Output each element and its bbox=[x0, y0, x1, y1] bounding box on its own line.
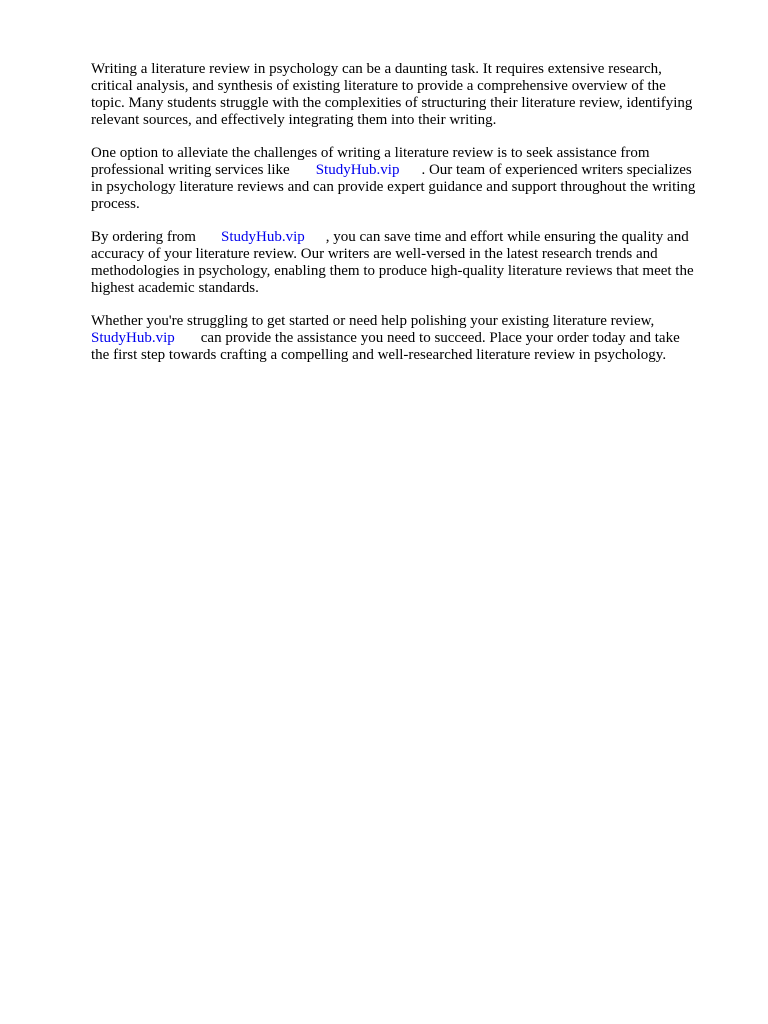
studyhub-link[interactable]: StudyHub.vip bbox=[91, 330, 175, 346]
text-line: highest academic standards. bbox=[91, 280, 259, 296]
text-line: critical analysis, and synthesis of existing literature to provide a comprehensive overview of the bbox=[91, 78, 666, 94]
text-line-with-link bbox=[91, 162, 731, 179]
paragraph-ordering bbox=[91, 229, 731, 297]
text-line: Writing a literature review in psychology can be a daunting task. It requires extensive research, bbox=[91, 61, 662, 77]
text-line: topic. Many students struggle with the complexities of structuring their literature review, identifying bbox=[91, 95, 693, 111]
text-line: relevant sources, and effectively integrating them into their writing. bbox=[91, 112, 497, 128]
text-segment: can provide the assistance you need to succeed. Place your order today and take bbox=[200, 330, 680, 346]
text-line: accuracy of your literature review. Our writers are well-versed in the latest research trends and bbox=[91, 246, 658, 262]
text-line: the first step towards crafting a compelling and well-researched literature review in psychology. bbox=[91, 347, 667, 363]
text-line-with-link bbox=[91, 330, 731, 347]
text-line: One option to alleviate the challenges of writing a literature review is to seek assistance from bbox=[91, 145, 650, 161]
text-line: process. bbox=[91, 196, 140, 212]
document-body bbox=[91, 61, 731, 380]
text-segment: By ordering from bbox=[91, 229, 196, 245]
studyhub-link[interactable]: StudyHub.vip bbox=[315, 162, 400, 178]
studyhub-link[interactable]: StudyHub.vip bbox=[220, 229, 305, 245]
text-line: methodologies in psychology, enabling them to produce high-quality literature reviews that meet the bbox=[91, 263, 694, 279]
text-segment: professional writing services like bbox=[91, 162, 290, 178]
paragraph-option bbox=[91, 145, 731, 213]
text-line-with-link bbox=[91, 229, 731, 246]
paragraph-intro bbox=[91, 61, 731, 129]
text-segment: , you can save time and effort while ensuring the quality and bbox=[325, 229, 689, 245]
text-segment: . Our team of experienced writers specializes bbox=[421, 162, 692, 178]
paragraph-closing bbox=[91, 313, 731, 364]
text-line: Whether you're struggling to get started or need help polishing your existing literature review, bbox=[91, 313, 655, 329]
text-line: in psychology literature reviews and can provide expert guidance and support throughout the writing bbox=[91, 179, 696, 195]
